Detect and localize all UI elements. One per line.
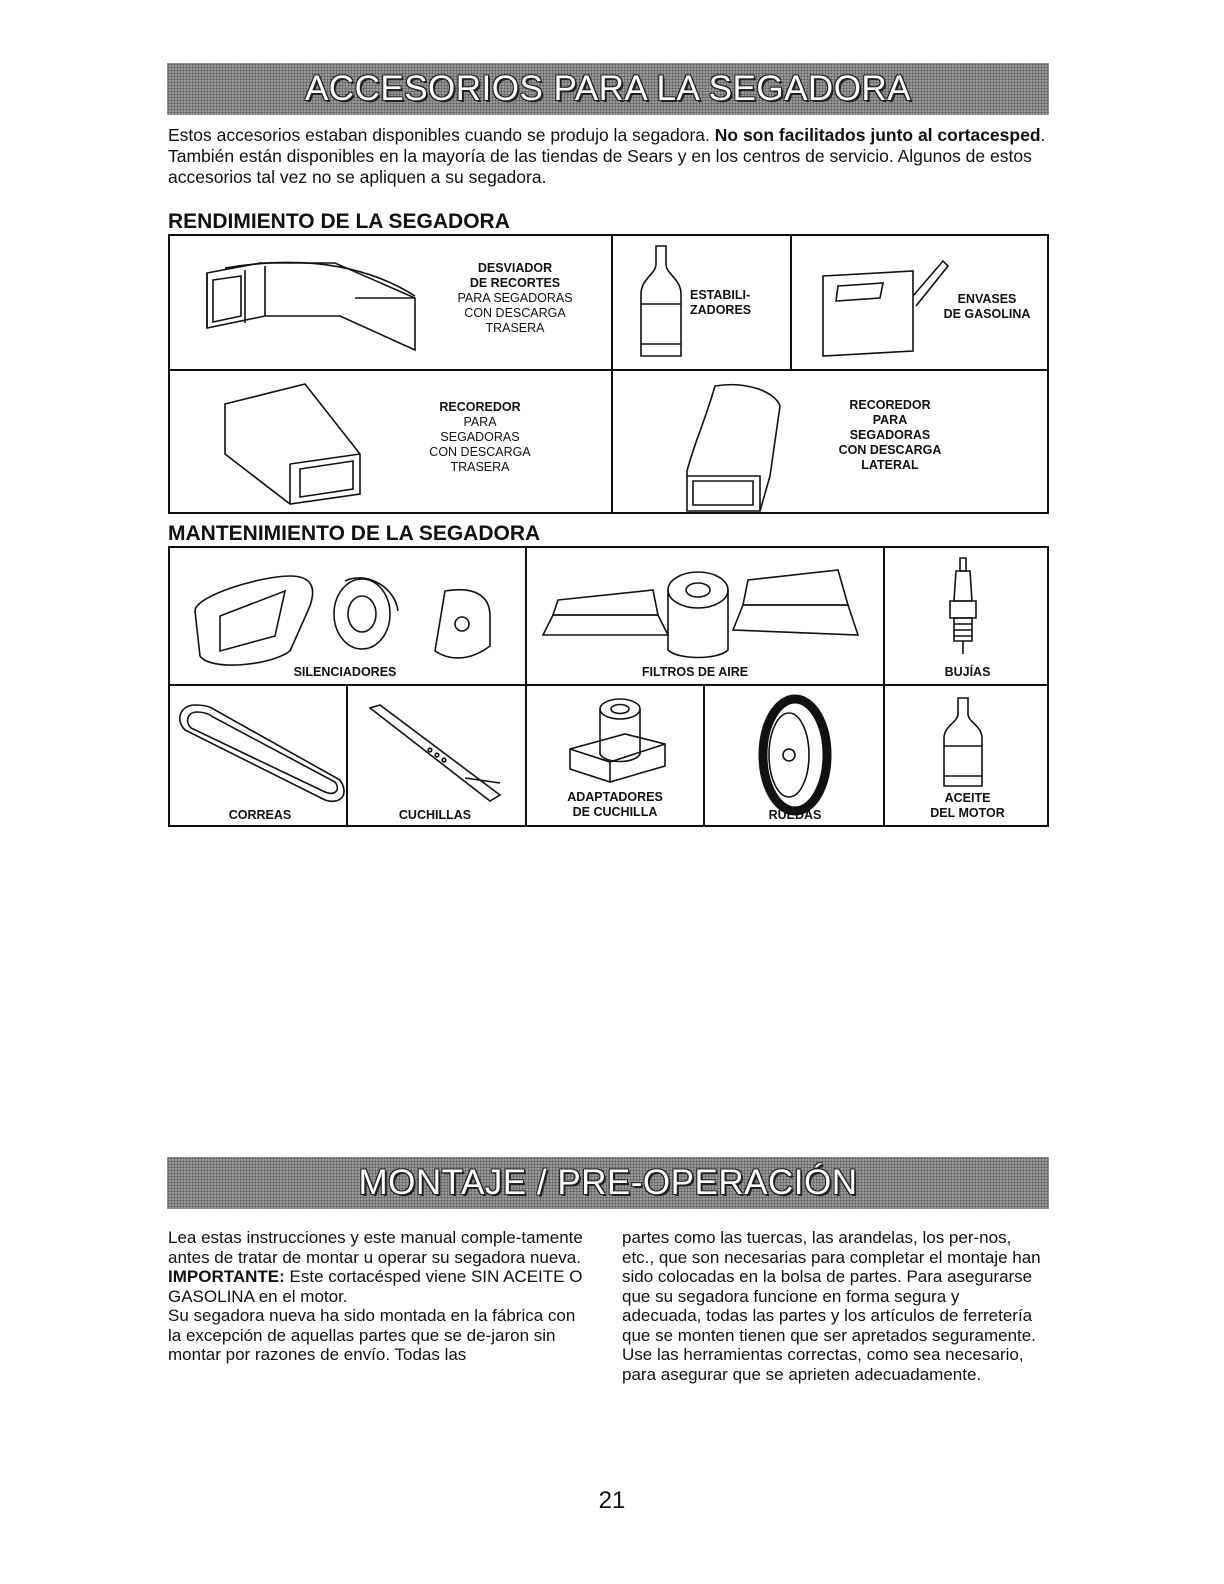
blades-icon <box>365 703 505 803</box>
label-line: ZADORES <box>690 303 752 317</box>
grid-divider <box>611 236 613 512</box>
page-number: 21 <box>598 1487 626 1514</box>
engine-oil-bottle-icon <box>940 696 986 788</box>
assembly-paragraph: partes como las tuercas, las arandelas, los per-nos, etc., que son necesarias para completar el montaje han sido colocadas en la bolsa de partes. Para asegurarse que su segadora funcione en forma segura y adecuada, todas las partes y los artículos de ferretería que se monten tienen que ser apretados seguramente. Use las herramientas correctas, como sea necesario, para asegurar que se aprieten adecuadamente. <box>622 1228 1041 1384</box>
section-banner-assembly <box>167 1157 1049 1209</box>
important-note <box>168 1267 588 1306</box>
grid-divider <box>170 369 1047 371</box>
mufflers-label: SILENCIADORES <box>293 665 397 679</box>
label-line: PARA <box>463 415 497 429</box>
grid-divider <box>170 684 1047 686</box>
label-line: CON DESCARGA <box>838 443 942 457</box>
maintenance-accessories-grid <box>168 546 1049 827</box>
blade-adapters-label <box>535 790 695 820</box>
intro-text-cont: . También están disponibles en la mayoría de las tiendas de Sears y en los centros de servicio. Algunos de estos accesorios tal vez no se apliquen a su segadora. <box>168 125 1046 187</box>
wheel-icon <box>755 696 835 814</box>
label-line: SEGADORAS <box>849 428 931 442</box>
important-text: Este cortacésped viene SIN ACEITE O GASOLINA en el motor. <box>168 1267 583 1306</box>
gas-can-label <box>922 292 1052 322</box>
section-banner-accessories <box>167 63 1049 115</box>
intro-text: Estos accesorios estaban disponibles cuando se produjo la segadora. <box>168 125 715 145</box>
blade-adapters-icon <box>565 694 670 789</box>
label-line: RECOREDOR <box>439 400 521 414</box>
label-line: TRASERA <box>450 460 510 474</box>
air-filters-icon <box>538 560 868 660</box>
label-line: DESVIADOR <box>477 261 553 275</box>
rear-bagger-label <box>405 400 555 475</box>
label-line: TRASERA <box>485 321 545 335</box>
grid-divider <box>703 684 705 825</box>
rear-bagger-icon <box>220 384 370 502</box>
belts-icon <box>175 700 350 805</box>
section-title-performance: RENDIMIENTO DE LA SEGADORA <box>168 210 514 236</box>
section-title-maintenance: MANTENIMIENTO DE LA SEGADORA <box>168 522 544 548</box>
label-line: DE RECORTES <box>469 276 561 290</box>
deflector-label <box>440 261 590 336</box>
assembly-column-left <box>168 1228 588 1365</box>
intro-bold-text: No son facilitados junto al cortacesped <box>714 125 1041 145</box>
assembly-paragraph: Lea estas instrucciones y este manual comple-tamente antes de tratar de montar u operar su segadora nueva. <box>168 1228 583 1267</box>
important-label: IMPORTANTE: <box>168 1267 285 1286</box>
label-line: CON DESCARGA <box>464 306 566 320</box>
spark-plugs-label: BUJÍAS <box>944 665 991 679</box>
grid-divider <box>883 548 885 825</box>
label-line: PARA <box>872 413 908 427</box>
label-line: DE CUCHILLA <box>572 805 658 819</box>
label-line: LATERAL <box>861 458 919 472</box>
spark-plug-icon <box>938 556 988 661</box>
label-line: ESTABILI- <box>690 288 751 302</box>
banner-title: ACCESORIOS PARA LA SEGADORA <box>304 69 912 108</box>
banner-title: MONTAJE / PRE-OPERACIÓN <box>358 1163 858 1202</box>
label-line: ADAPTADORES <box>567 790 663 804</box>
side-bagger-icon <box>675 381 785 506</box>
stabilizer-label <box>690 288 780 318</box>
engine-oil-label <box>890 791 1045 821</box>
performance-accessories-grid <box>168 234 1049 514</box>
label-line: ENVASES <box>957 292 1017 306</box>
label-line: ACEITE <box>944 791 991 805</box>
air-filters-label: FILTROS DE AIRE <box>641 665 749 679</box>
label-line: DE GASOLINA <box>943 307 1031 321</box>
blades-label: CUCHILLAS <box>398 808 472 822</box>
grid-divider <box>525 548 527 825</box>
label-line: DEL MOTOR <box>930 806 1005 820</box>
assembly-paragraph: Su segadora nueva ha sido montada en la fábrica con la excepción de aquellas partes que se de-jaron sin montar por razones de envío. Todas las <box>168 1306 576 1364</box>
label-line: SEGADORAS <box>440 430 520 444</box>
stabilizer-bottle-icon <box>636 244 686 359</box>
belts-label: CORREAS <box>228 808 292 822</box>
wheels-label: RUEDAS <box>768 808 822 822</box>
label-line: CON DESCARGA <box>429 445 531 459</box>
label-line: RECOREDOR <box>849 398 931 412</box>
deflector-icon <box>205 258 435 348</box>
intro-paragraph <box>168 125 1048 188</box>
label-line: PARA SEGADORAS <box>457 291 573 305</box>
side-bagger-label <box>815 398 965 473</box>
assembly-column-right <box>622 1228 1042 1384</box>
mufflers-icon <box>190 566 510 666</box>
grid-divider <box>790 236 792 369</box>
